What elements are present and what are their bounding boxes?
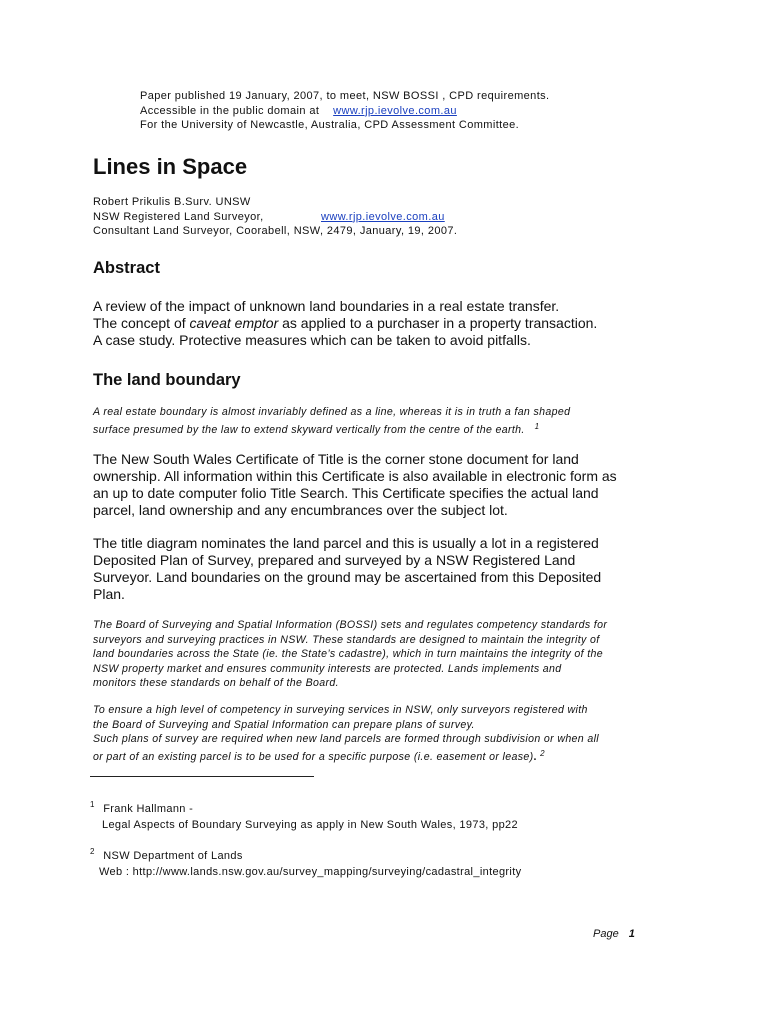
author-block [93,195,457,239]
paragraph-line: Surveyor. Land boundaries on the ground may be ascertained from this Deposited [93,569,602,585]
footnote-ref-1: 1 [534,421,540,431]
author-location: Consultant Land Surveyor, Coorabell, NSW, 2479, January, 19, 2007. [93,225,458,237]
paragraph-line: an up to date computer folio Title Search. This Certificate specifies the actual land [93,485,599,501]
paragraph-line: To ensure a high level of competency in surveying services in NSW, only surveyors registered with [93,704,588,716]
boundary-quote-line-1: A real estate boundary is almost invariably defined as a line, whereas it is in truth a fan shaped [93,406,571,418]
competency-last-line: or part of an existing parcel is to be used for a specific purpose (i.e. easement or lease) [93,750,534,763]
header-line-2 [140,104,550,119]
footnote-ref-2: 2 [540,748,545,758]
header-line-1: Paper published 19 January, 2007, to meet, NSW BOSSI , CPD requirements. [140,90,550,102]
certificate-paragraph [93,451,693,519]
abstract-line-2-pre: The concept of [93,315,190,331]
document-title: Lines in Space [93,154,248,179]
author-role: NSW Registered Land Surveyor, [93,210,264,223]
abstract-line-1: A review of the impact of unknown land boundaries in a real estate transfer. [93,298,560,314]
paragraph-line: Deposited Plan of Survey, prepared and surveyed by a NSW Registered Land [93,552,576,568]
footnote-1-number: 1 [90,800,95,809]
footnote-2-web: Web : http://www.lands.nsw.gov.au/survey_mapping/surveying/cadastral_integrity [99,866,522,878]
page-label: Page [593,928,619,940]
paragraph-line: or part of an existing parcel is to be used for a specific purpose (i.e. easement or lease). $^2$ [93,748,545,763]
abstract-line-3: A case study. Protective measures which can be taken to avoid pitfalls. [93,332,531,348]
page-number [593,928,635,940]
footnote-1 [90,797,518,833]
footnote-2 [90,844,521,880]
abstract-line-2-ital: caveat emptor [189,315,279,331]
header-line-2-text: Accessible in the public domain at [140,104,334,117]
paragraph-line: monitors these standards on behalf of the Board. [93,677,339,689]
paragraph-line: Such plans of survey are required when new land parcels are formed through subdivision or when all [93,733,599,745]
competency-paragraph [93,703,693,764]
paragraph-line: surveyors and surveying practices in NSW. These standards are designed to maintain the integrity of [93,633,600,646]
header-line-3: For the University of Newcastle, Australia, CPD Assessment Committee. [140,119,520,131]
footnote-2-source-name: NSW Department of Lands [103,850,243,862]
abstract-heading: Abstract [93,259,160,277]
paragraph-line: land boundaries across the State (ie. the State’s cadastre), which in turn maintains the integrity of the [93,648,604,660]
paragraph-line: NSW property market and ensures community interests are protected. Lands implements and [93,662,562,675]
footnote-2-number: 2 [90,847,95,856]
land-boundary-heading: The land boundary [93,371,241,389]
abstract-line-2 [93,315,693,332]
footnote-1-author: Frank Hallmann - [103,803,194,815]
footnote-1-source: Legal Aspects of Boundary Surveying as apply in New South Wales, 1973, pp22 [102,819,518,831]
abstract-line-2-post: as applied to a purchaser in a property transaction. [278,315,598,331]
boundary-quote [93,405,693,437]
paragraph-line: The Board of Surveying and Spatial Information (BOSSI) sets and regulates competency standards for [93,619,608,631]
author-registration [93,210,457,225]
page-number-value: 1 [628,928,635,940]
paragraph-line: The New South Wales Certificate of Title is the corner stone document for land [93,451,579,467]
abstract-body [93,298,693,349]
header-website-link[interactable]: www.rjp.ievolve.com.au [333,104,457,117]
paragraph-line: The title diagram nominates the land parcel and this is usually a lot in a registered [93,535,599,551]
title-diagram-paragraph [93,535,693,603]
paragraph-line: ownership. All information within this Certificate is also available in electronic form as [93,468,617,484]
author-website-link[interactable]: www.rjp.ievolve.com.au [321,210,445,223]
paragraph-line: Plan. [93,586,125,602]
boundary-quote-line-2 [93,420,693,438]
publication-header [140,89,550,133]
boundary-quote-line-2-text: surface presumed by the law to extend skyward vertically from the centre of the earth. [93,423,525,436]
paragraph-line: parcel, land ownership and any encumbrances over the subject lot. [93,502,508,518]
paragraph-line: the Board of Surveying and Spatial Information can prepare plans of survey. [93,718,475,731]
footnote-1-title [90,797,518,817]
footnote-divider [90,776,314,777]
footnote-2-title [90,844,521,864]
bossi-paragraph [93,618,693,691]
author-name: Robert Prikulis B.Surv. UNSW [93,196,251,208]
